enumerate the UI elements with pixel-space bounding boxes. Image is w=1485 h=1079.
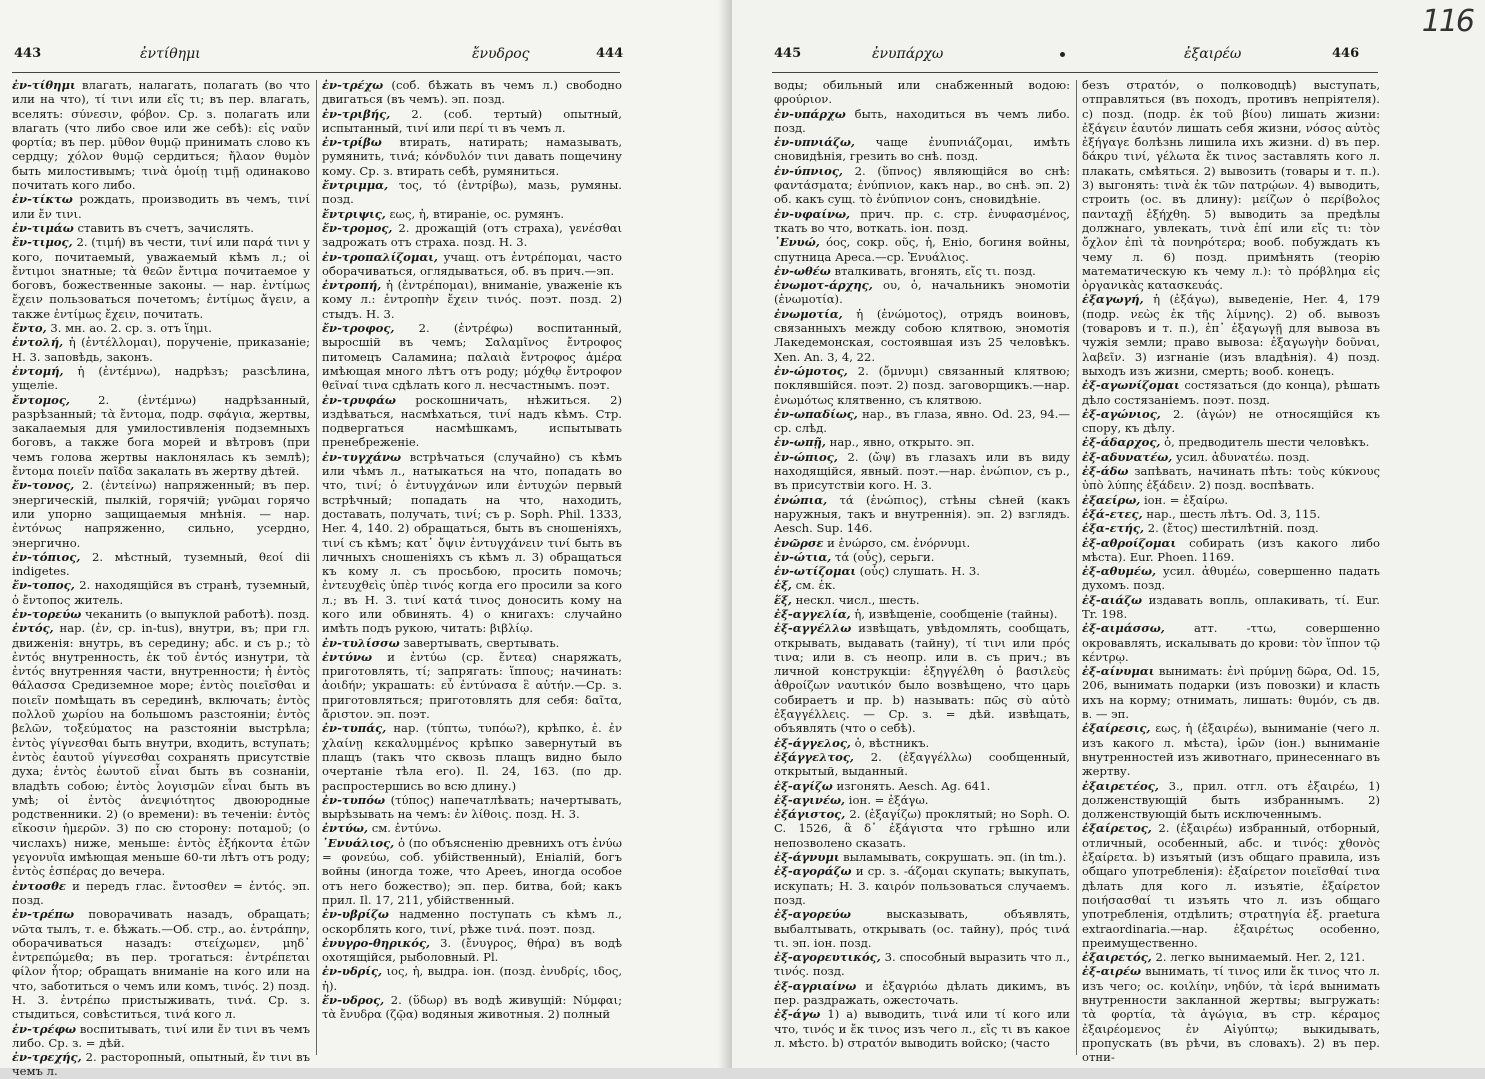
entry-headword: ἐν-τρέχω <box>322 78 384 92</box>
page-number-446: 446 <box>1332 46 1360 61</box>
dictionary-entry <box>322 207 622 221</box>
entry-headword: ἐντροπή, <box>322 278 382 293</box>
entry-headword: ᾿Ενυώ, <box>774 235 820 250</box>
entry-definition: 2. дрожащій (отъ страха), γενέσθαι задрожать отъ страха. позд. Н. 3. <box>322 220 622 250</box>
entry-definition: нар. (ἐν, ср. in-tus), внутри, въ; при гл. движенія: внутрь, въ середину; абс. и съ р.; τὸ ἐντός внутренность, ἐκ τοῦ ἐντός изнутри, τὰ ἐντός внутренняя части, внутренности; ἡ ἐντὸς θάλασσα Средиземное море; ἐντὸς ποιεῖσθαι и ποιεῖν помѣщать въ серединѣ, включать; ἐντὸς πολλοῦ χωρίου на большомъ разстояніи; ἐντὸς βελῶν, τοξεύματος на разстояніи выстрѣла; ἐντὸς γίγνεσθαι быть внутри, входить, вступать; ἐντὸς ἑαυτοῦ γίγνεσθαι сохранять присутствіе духа; ἐντὸς ἑωυτοῦ εἶναι быть въ сознаніи, владѣть собою; ἐντὸς λογισμῶν εἶναι быть въ умѣ; οἱ ἐντὸς ἀνεψιότητος двоюродные родственники. 2) (о времени): въ теченіи: ἐντὸς εἴκοσιν ἡμερῶν. 3) по сю сторону: ποταμοῦ; (о числахъ) ниже, меньше: ἐντὸς ἑξήκοντα ἐτῶν γεγονυῖα имѣющая меньше 60-ти лѣтъ отъ роду; ἐντὸς ἑσπέρας до вечера. <box>12 621 310 879</box>
entry-headword: ἐξ-αγίζω <box>774 778 833 793</box>
entry-definition: атт. -ττω, совершенно окровавлять, искалывать до крови: τὸν ἵππον τῷ κέντρῳ. <box>1082 621 1380 664</box>
entry-definition: (οὖς) слушать. Н. 3. <box>855 564 980 579</box>
entry-definition: 2. (ἐντέμνω) надрѣзанный, разрѣзанный; τὰ ἔντομα, подр. σφάγια, жертвы, закалаемыя для умилостивленія подземныхъ боговъ, а также бога морей и вѣтровъ (при чемъ голова жертвы наклонялась къ землѣ); ἔντομα ποιεῖν παῖδα закалать въ жертву дѣтей. <box>12 392 310 479</box>
entry-headword: ἐνωμοτ-άρχης, <box>774 278 873 293</box>
entry-headword: ἐξ-άδω <box>1082 464 1129 479</box>
dictionary-entry <box>1082 536 1380 565</box>
dictionary-entry <box>774 907 1070 950</box>
dictionary-entry <box>12 1050 310 1079</box>
entry-definition: ἡ (ἐνώμοτος), отрядъ воиновъ, связанныхъ между собою клятвою, эномотія Лакедемонская, состоявшая изъ 25 человѣкъ. Xen. An. 3, 4, 22. <box>774 306 1070 364</box>
dictionary-entry <box>322 321 622 392</box>
dictionary-entry <box>322 178 622 207</box>
entry-headword: ἐν-ώτια, <box>774 549 832 564</box>
dictionary-entry <box>12 907 310 1021</box>
entry-headword: ἐν-υπάρχω <box>774 106 846 121</box>
entry-headword: ἔν-τροφος, <box>322 321 395 336</box>
entry-definition: см. ἐντύνω. <box>368 821 442 836</box>
entry-headword: ἔν-υδρος, <box>322 993 385 1007</box>
entry-definition: τά (ἐνώπιος), стѣны сѣней (какъ наружныя, такъ и внутреннія). эп. 2) взглядъ. Aesch. Sup. 146. <box>774 492 1070 536</box>
dictionary-entry <box>322 836 622 907</box>
entry-headword: ἔν-τοπος, <box>12 578 75 593</box>
dictionary-entry <box>774 593 1070 607</box>
dictionary-entry <box>1082 464 1380 493</box>
entry-definition: и ἐνώρσο, см. ἐνόρνυμι. <box>823 535 971 550</box>
dictionary-entry <box>322 250 622 279</box>
entry-definition: ὁ, предводитель шести человѣкъ. <box>1160 435 1370 450</box>
entry-headword: ἐνώπια, <box>774 492 828 507</box>
entry-definition: издавать вопль, оплакивать, τί. Eur. Tr. 198. <box>1082 592 1380 621</box>
dictionary-entry <box>774 264 1070 278</box>
entry-headword: ἐντός, <box>12 621 54 636</box>
dictionary-entry <box>774 407 1070 436</box>
entry-headword: ἐξαείρω, <box>1082 492 1141 507</box>
dictionary-entry <box>1082 593 1380 622</box>
dictionary-entry <box>774 736 1070 750</box>
entry-headword: ἐνωμοτία, <box>774 306 843 321</box>
dictionary-entry <box>12 393 310 479</box>
entry-headword: ἐξάγιστος, <box>774 807 846 822</box>
dictionary-entry <box>1082 435 1380 449</box>
entry-headword: ἐν-τυπόω <box>322 792 386 807</box>
dictionary-entry <box>1082 621 1380 664</box>
dictionary-entry <box>774 850 1070 864</box>
dictionary-entry <box>322 964 622 993</box>
column-divider <box>316 80 317 1055</box>
entry-headword: ἔν-τονος, <box>12 478 75 493</box>
entry-definition: 2. (соб. тертый) опытный, испытанный, τινί или περί τι въ чемъ л. <box>322 106 622 135</box>
entry-definition: извѣщать, увѣдомлять, сообщать, открывать, выдавать (тайну), τί τινι или πρός τινα; или в. съ неопр. или в. съ прич.; въ личной конструкціи: ἐξηγγέλθη ὁ βασιλεὺς ἀθροίζων ναυτικόν было возвѣщено, что царь собираетъ и пр. b) называть: πῶς σὺ αὐτὸ ἐξαγγέλλεις. — Ср. з. = дѣй. извѣщать, объявлять (что о себѣ). <box>774 621 1070 736</box>
entry-headword: ἐξ-άγνυμι <box>774 850 840 865</box>
entry-definition: τά (οὖς), серьги. <box>831 549 935 564</box>
entry-definition: завертывать, свертывать. <box>399 635 560 650</box>
entry-headword: ἐξ-αιάζω <box>1082 592 1143 607</box>
dictionary-entry <box>1082 564 1380 593</box>
entry-headword: ἐν-τυπάς, <box>322 721 387 736</box>
entry-headword: ἐντοσθε <box>12 878 66 893</box>
entry-definition: 1) a) выводить, τινά или τί кого или что, τινός и ἔκ τινος изъ чего л., εἴς τι въ какое л. мѣсто. b) στρατόν выводить войско; (часто <box>774 1007 1070 1050</box>
page-number-445: 445 <box>774 46 802 61</box>
dictionary-entry <box>322 278 622 321</box>
entry-headword: ἐξ-αιρέω <box>1082 964 1142 979</box>
entry-headword: ἐξ-αγωνίζομαι <box>1082 378 1180 393</box>
entry-headword: ἐξ, <box>774 578 792 593</box>
entry-definition: нар., въ глаза, явно. Od. 23, 94.— ср. слѣд. <box>774 406 1070 436</box>
entry-definition: запѣвать, начинать пѣть: τοὺς κύκνους ὑπὸ λύπης ἐξάδειν. 2) позд. воспѣвать. <box>1082 464 1380 493</box>
entry-headword: ἔν-τιμος, <box>12 235 73 250</box>
entry-headword: ἐξ-αθυμέω, <box>1082 564 1157 579</box>
dictionary-entry <box>1082 721 1380 778</box>
entry-headword: ἐν-ωπῇ, <box>774 435 826 450</box>
entry-definition: состязаться (до конца), рѣшать дѣло состязаніемъ. поэт. позд. <box>1082 378 1380 407</box>
entry-definition: ιος, ἡ, выдра. іон. (позд. ἐνυδρίς, ιδος, ἡ). <box>322 964 622 993</box>
entry-headword: ᾿Ενυάλιος, <box>322 835 395 850</box>
page-number-444: 444 <box>596 46 624 61</box>
entry-definition: 2. (ἐξαιρέω) избранный, отборный, отличный, особенный, абс. и τινός: χθονὸς ἐξαίρετα. b) изъятый (изъ общаго правила, изъ общаго употребленія): ἐξαίρετον ποιεῖσθαί τινα дѣлать для кого л. изъятіе, ἐξαίρετον ποιήσασθαί τι изъять что л. изъ общаго употребленія, отдѣлить; στρατηγία ἐξ. praetura extraordinaria.—нар. ἐξαιρέτως особенно, преимущественно. <box>1082 821 1380 950</box>
entry-headword: ἐξ-αγορευτικός, <box>774 950 881 965</box>
entry-headword: ἐν-υφαίνω, <box>774 206 851 221</box>
entry-definition: ἡ (ἐξάγω), выведеніе, Her. 4, 179 (подр. νεὼς ἐκ τῆς λίμνης). 2) об. вывозъ (товаровъ и т. п.), ἐπ᾽ ἐξαγωγῇ для вывоза въ чужія земли; право вывоза: ἐξαγωγὴν δοῦναι, λαβεῖν. 3) изгнаніе (изъ владѣнія). 4) позд. выходъ изъ жизни, смерть; вооб. конецъ. <box>1082 292 1380 378</box>
dictionary-entry <box>774 607 1070 621</box>
entry-headword: ἐν-ώμοτος, <box>774 363 848 378</box>
dictionary-entry <box>1082 507 1380 521</box>
entry-definition: 3., прил. отгл. отъ ἐξαιρέω, 1) долженствующій быть избраннымъ. 2) долженствующій быть исключеннымъ. <box>1082 778 1380 822</box>
entry-headword: ἐν-τρεχής, <box>12 1050 82 1065</box>
entry-definition: 2. (ἀγών) не относящійся къ спору, къ дѣлу. <box>1082 406 1380 436</box>
guide-word-left: ἐντίθημι <box>140 46 201 62</box>
entry-headword: ἔν-τρομος, <box>322 220 393 235</box>
dictionary-entry <box>774 164 1070 207</box>
entry-definition: вынимать: ἐνὶ πρύμνῃ δῶρα, Od. 15, 206, вынимать подарки (изъ повозки) и класть ихъ на корму; отнимать, лишать: θυμόν, съ дв. в. — эп. <box>1082 664 1380 722</box>
entry-definition: 2. (ἐντρέφω) воспитанный, выросшій въ чемъ; Σαλαμῖνος ἔντροφος питомецъ Саламина; παλαιὰ ἔντροφος ἀμέρα имѣющая много лѣтъ отъ роду; μόχθῳ ἔντροφον θεῖναί τινα сдѣлать кого л. несчастнымъ. поэт. <box>322 321 622 393</box>
entry-definition: усил. ἀδυνατέω. позд. <box>1172 449 1310 464</box>
entry-headword: ἐν-ωπαδίως, <box>774 406 858 421</box>
entry-headword: ἐν-τορεύω <box>12 606 82 621</box>
entry-definition: быть, находиться въ чемъ либо. позд. <box>774 106 1070 135</box>
dictionary-entry <box>322 793 622 822</box>
entry-definition: усил. ἀθυμέω, совершенно падать духомъ. позд. <box>1082 564 1380 593</box>
entry-headword: ἐξ-αγγέλλω <box>774 621 852 636</box>
entry-headword: ἐντύω, <box>322 821 369 836</box>
dictionary-entry <box>774 807 1070 850</box>
dictionary-entry <box>774 750 1070 779</box>
entry-definition: ὁ (по объясненію древнихъ отъ ἐνύω = φονεύω, соб. убійственный), Еніалій, богъ войны (иногда тоже, что Арееъ, иногда особое отъ него божество); эп. пер. битва, бой; какъ прил. Il. 17, 211, убійственный. <box>322 835 622 907</box>
entry-definition: и передъ глас. ἔντοσθεν = ἐντός. эп. позд. <box>12 878 310 907</box>
dictionary-entry <box>774 1007 1070 1050</box>
entry-headword: ἐν-ωτίζομαι <box>774 564 856 579</box>
entry-definition: 2. (τιμή) въ чести, τινί или παρά τινι у кого, почитаемый, уважаемый кѣмъ л.; οἱ ἔντιμοι знатные; τὰ θεῶν ἔντιμα почитаемое у боговъ, божественные законы. — нар. ἐντίμως ἔχειν пользоваться почетомъ; ἐντίμως ἄγειν, а также ἐντίμως ἔχειν, почитать. <box>12 235 310 321</box>
dictionary-entry <box>774 493 1070 536</box>
dictionary-entry <box>1082 950 1380 964</box>
entry-definition: εως, ἡ (ἐξαιρέω), выниманіе (чего л. изъ какого л. мѣста), ἱρῶν (іон.) выниманіе внутренностей изъ животнаго, принесеннаго въ жертву. <box>1082 721 1380 779</box>
entry-headword: ἐν-τίκτω <box>12 192 73 207</box>
dictionary-entry <box>322 936 622 965</box>
dictionary-entry <box>774 235 1070 264</box>
dictionary-entry <box>322 721 622 792</box>
entry-definition: безъ στρατόν, о полководцѣ) выступать, отправляться (въ походъ, противъ непріятеля). c) позд. (подр. ἐκ τοῦ βίου) лишать жизни: ἐξάγειν ἑαυτόν лишать себя жизни, νόσος αὐτὸς ἐξήγαγε болѣзнь лишила ихъ жизни. d) въ пер. δάκρυ τινί, γέλωτα ἔκ τινος заставлять кого л. плакать, смѣяться. 2) вывозить (товары и т. п.). 3) выгонять: τινὰ ἐκ τῶν πατρῴων. 4) выводить, строить (ос. въ длину): μείζων ὁ περίβολος πανταχῇ ἐξήχθη. 5) выводить за предѣлы должнаго, увлекать, τινὰ ἐπί или εἴς τι: τὸν ὄχλον ἐπὶ τὰ πονηρότερα; вооб. побуждать къ чему л. 6) позд. примѣнять (теорію математическую къ чему л.): τὸ πρόβλημα εἰς ὀργανικὰς κατασκευάς. <box>1082 78 1380 293</box>
entry-definition: нар., явно, открыто. эп. <box>825 435 975 450</box>
entry-definition: 3. способный выразить что л., τινός. позд. <box>774 950 1070 979</box>
left-page-header <box>0 46 732 66</box>
dictionary-entry <box>774 307 1070 364</box>
entry-definition: чеканить (о выпуклой работѣ). позд. <box>81 606 310 621</box>
entry-definition: 3. (ἔνυγρος, θήρα) въ водѣ охотящійся, рыболовный. Pl. <box>322 935 622 965</box>
header-rule <box>772 72 1378 73</box>
dictionary-entry <box>322 135 622 178</box>
dictionary-entry <box>1082 450 1380 464</box>
entry-headword: ἐν-τιμάω <box>12 220 74 235</box>
dictionary-entry <box>774 435 1070 449</box>
dictionary-entry <box>12 221 310 235</box>
entry-definition: вталкивать, вгонять, εἴς τι. позд. <box>830 263 1036 278</box>
entry-definition: втирать, натирать; намазывать, румянить, τινά; κόνδυλόν τινι давать пощечину кому. Ср. з. втирать себѣ, румяниться. <box>322 135 622 178</box>
guide-word-right: ἔνυδρος <box>472 46 530 62</box>
dictionary-entry <box>1082 493 1380 507</box>
dictionary-entry <box>322 393 622 450</box>
dictionary-entry <box>1082 821 1380 950</box>
dictionary-entry <box>774 536 1070 550</box>
entry-headword: ἐξ-άγγελος, <box>774 735 851 750</box>
entry-definition: надменно поступать съ кѣмъ л., оскорблять кого, τινί, рѣже τινά. поэт. позд. <box>322 907 622 936</box>
entry-headword: ἐν-τρέπω <box>12 907 74 922</box>
dictionary-entry <box>1082 964 1380 1064</box>
entry-headword: ἐξ-άδαρχος, <box>1082 435 1161 450</box>
entry-headword: ἐνῶρσε <box>774 535 824 550</box>
entry-definition: поворачивать назадъ, обращать; νῶτα тылъ, т. е. бѣжать.—Об. стр., ао. ἐντράπην, оборачиваться назадъ: στείχωμεν, μηδ᾽ ἐντρεπώμεθα; въ пер. трогаться: ἐντρέπεται φίλον ἦτορ; обращать вниманіе на кого или на что, заботиться о чемъ или комъ, τινός. 2) позд. Н. 3. ἐντρέπω пристыживать, τινά. Ср. з. стыдиться, совѣститься, τινά кого л. <box>12 907 310 1022</box>
entry-headword: ἐξαγωγή, <box>1082 292 1144 307</box>
page-number-443: 443 <box>14 46 42 61</box>
entry-definition: 2. (ὤψ) въ глазахъ или въ виду находящійся, явный. поэт.—нар. ἐνώπιον, съ р., въ присутствіи кого. Н. 3. <box>774 449 1070 493</box>
dictionary-entry <box>774 979 1070 1008</box>
entry-definition: см. ἐκ. <box>791 578 836 593</box>
entry-headword: ἐν-τρέφω <box>12 1021 76 1036</box>
entry-definition: вынимать, τί τινος или ἔκ τινος что л. изъ чего; ос. κοιλίην, νηδύν, τὰ ἱερά вынимать внутренности закланной жертвы; выгружать: τὰ φορτία, τὰ ἀγώγια, въ стр. κέραμος ἐξαιρέομενος ἐν Αἰγύπτῳ; выкидывать, пропускать (въ рѣчи, въ словахъ). 2) въ пер. отни- <box>1082 964 1380 1065</box>
dictionary-entry <box>1082 292 1380 378</box>
entry-definition: (соб. бѣжать въ чемъ л.) свободно двигаться (въ чемъ). эп. позд. <box>322 78 622 107</box>
dictionary-entry <box>322 221 622 250</box>
entry-headword: ἐν-τίθημι <box>12 78 76 92</box>
dictionary-entry <box>774 793 1070 807</box>
entry-definition: 2. (ὄμνυμι) связанный клятвою; поклявшійся. поэт. 2) позд. заговорщикъ.—нар. ἐνωμότως клятвенно, съ клятвою. <box>774 363 1070 407</box>
dictionary-entry <box>1082 78 1380 292</box>
column-divider <box>1076 80 1077 1055</box>
entry-definition: όος, сокр. οῦς, ἡ, Еніо, богиня войны, спутница Ареса.—ср. Ἐνυάλιος. <box>774 235 1070 264</box>
right-page-column-1 <box>774 78 1070 1063</box>
entry-definition: іон. = ἐξάγω. <box>845 792 929 807</box>
entry-definition: (τύπος) напечатлѣвать; начертывать, вырѣзывать на чемъ: ἐν λίθοις. позд. Н. 3. <box>322 792 622 822</box>
entry-headword: ἐν-υπνιάζω, <box>774 135 855 150</box>
dictionary-entry <box>12 192 310 221</box>
dictionary-entry <box>1082 407 1380 436</box>
dictionary-entry <box>774 278 1070 307</box>
dictionary-entry <box>12 235 310 321</box>
entry-headword: ἐντολή, <box>12 335 64 350</box>
dictionary-entry <box>774 621 1070 735</box>
entry-headword: ἐν-υβρίζω <box>322 907 389 922</box>
left-page <box>0 0 732 1079</box>
dictionary-entry <box>1082 378 1380 407</box>
entry-headword: ἐν-τρίβω <box>322 135 382 150</box>
entry-headword: ἐξ-αδυνατέω, <box>1082 449 1173 464</box>
entry-headword: ἐξ-αγριαίνω <box>774 978 857 993</box>
entry-headword: ἐν-ωθέω <box>774 263 831 278</box>
dictionary-entry <box>774 450 1070 493</box>
entry-definition: изгонять. Aesch. Ag. 641. <box>832 778 991 793</box>
dictionary-entry <box>322 78 622 107</box>
entry-definition: ἡ (ἐντέλλομαι), порученіе, приказаніе; Н. 3. заповѣдь, законъ. <box>12 335 310 364</box>
dictionary-entry <box>12 478 310 549</box>
entry-definition: 2. (ἔτος) шестилѣтній. позд. <box>1144 521 1319 536</box>
entry-definition: нескл. числ., шесть. <box>791 592 920 607</box>
entry-definition: 2. мѣстный, туземный, θεοί dii indigetes. <box>12 549 310 579</box>
dictionary-entry <box>12 1022 310 1051</box>
dictionary-entry <box>12 578 310 607</box>
entry-definition: воды; обильный или снабженный водою: φρούριον. <box>774 78 1070 107</box>
dictionary-entry <box>12 321 310 335</box>
entry-headword: ἐν-τρυφάω <box>322 392 396 407</box>
dictionary-entry <box>1082 521 1380 535</box>
entry-definition: ου, ὁ, начальникъ эномотіи (ἐνωμοτία). <box>774 278 1070 307</box>
dictionary-entry <box>12 335 310 364</box>
entry-definition: нар., шесть лѣтъ. Od. 3, 115. <box>1142 506 1321 521</box>
entry-headword: ἐξ-αγορεύω <box>774 907 851 922</box>
guide-word-left: ἐνυπάρχω <box>872 46 944 62</box>
entry-headword: ἑξά-ετες, <box>1082 506 1143 521</box>
right-page-column-2 <box>1082 78 1380 1063</box>
entry-headword: ἐξ-αγοράζω <box>774 864 852 879</box>
dictionary-entry <box>774 578 1070 592</box>
entry-definition: собирать (изъ какого либо мѣста). Eur. Phoen. 1169. <box>1082 535 1380 564</box>
entry-headword: ἐξ-αίνυμαι <box>1082 664 1155 679</box>
entry-definition: и ἐντύω (ср. ἔντεα) снаряжать, приготовлять, τί; запрягать: ἵππους; начинать: ἀοιδήν; украшать: εὖ ἐντύνασα ἓ αὐτήν.—Ср. з. приготовляться; приготовлять для себя: δαῖτα, ἄριστον. эп. поэт. <box>322 649 622 722</box>
entry-definition: выламывать, сокрушать. эп. (in tm.). <box>839 850 1067 865</box>
dictionary-entry <box>322 107 622 136</box>
ink-dot <box>1060 52 1065 57</box>
entry-definition: 2. легко вынимаемый. Her. 2, 121. <box>1151 950 1366 965</box>
dictionary-entry <box>774 135 1070 164</box>
dictionary-entry <box>774 550 1070 564</box>
entry-headword: ἐξαίρεσις, <box>1082 721 1151 736</box>
entry-definition: 3. мн. ао. 2. ср. з. отъ ἵημι. <box>46 321 212 336</box>
entry-definition: 2. (ἐντείνω) напряженный; въ пер. энергическій, пылкій, горячій; γνῶμαι горячо или упорно защищаемыя мнѣнія. — нар. ἐντόνως напряженно, сильно, усердно, энергично. <box>12 478 310 550</box>
entry-definition: и ср. з. -άζομαι скупать; выкупать, искупать; Н. 3. καιρόν пользоваться случаемъ. позд. <box>774 864 1070 907</box>
dictionary-entry <box>12 550 310 579</box>
entry-definition: чаще ἐνυπνιάζομαι, имѣть сновидѣнія, грезить во снѣ. позд. <box>774 135 1070 164</box>
entry-headword: ἐντύνω <box>322 649 373 664</box>
entry-headword: ἐξαίρετος, <box>1082 821 1152 836</box>
guide-word-right: ἐξαιρέω <box>1184 46 1242 62</box>
dictionary-entry <box>322 907 622 936</box>
entry-headword: ἐν-τυλίσσω <box>322 635 400 650</box>
dictionary-entry <box>774 779 1070 793</box>
entry-headword: ἐν-τυγχάνω <box>322 449 402 464</box>
entry-headword: ἔντο, <box>12 321 47 336</box>
entry-definition: встрѣчаться (случайно) съ кѣмъ или чѣмъ л., натыкаться на что, попадать во что, τινί; ὁ ἐντυγχάνων или ἐντυχών первый встрѣчный; попадать на что, находить, доставать, получать, τινί; съ р. Soph. Phil. 1333, Her. 4, 140. 2) обращаться, быть въ сношеніяхъ, τινί съ кѣмъ; κατ᾽ ὄψιν ἐντυγχάνειν τινί быть въ личныхъ сношеніяхъ съ кѣмъ л. 3) обращаться къ кому л. съ просьбою, просить помочь; ἐντευχθεὶς ὑπὲρ τινός когда его просили за кого л.; въ Н. 3. τινί κατά τινος доносить кому на кого или обвинять. 4) о книгахъ: случайно имѣть подъ рукою, читать: βιβλίῳ. <box>322 449 622 636</box>
entry-headword: ἐξ-αιμάσσω, <box>1082 621 1165 636</box>
entry-definition: влагать, налагать, полагать (во что или на что), τί τινι или εἴς τι; въ пер. влагать, вселять: σύνεσιν, φόβον. Ср. з. полагать или влагать (что либо свое или же себѣ): εἰς ναῦν φορτία; въ пер. μῦθον θυμῷ принимать слово къ сердцу; χόλον θυμῷ сердиться; ἤλαον θυμὸν быть милостивымъ; τινὰ ὁμοίῃ τιμῇ одинаково почитать кого либо. <box>12 78 310 193</box>
dictionary-entry <box>774 864 1070 907</box>
dictionary-entry <box>774 78 1070 107</box>
dictionary-entry <box>774 564 1070 578</box>
dictionary-entry <box>12 78 310 192</box>
entry-definition: воспитывать, τινί или ἔν τινι въ чемъ либо. Ср. з. = дѣй. <box>12 1021 310 1050</box>
entry-definition: учащ. отъ ἐντρέπομαι, часто оборачиваться, оглядываться, об. въ прич.—эп. <box>322 249 622 278</box>
entry-definition: іон. = ἐξαίρω. <box>1140 492 1229 507</box>
left-page-column-2 <box>322 78 622 1063</box>
entry-definition: высказывать, объявлять, выбалтывать, открывать (ос. тайну), πρός τινά τι. эп. іон. позд. <box>774 907 1070 950</box>
dictionary-entry <box>774 207 1070 236</box>
right-page <box>732 0 1485 1068</box>
entry-headword: ἐξαιρετέος, <box>1082 778 1159 793</box>
entry-definition: ставить въ счетъ, зачислять. <box>73 220 254 235</box>
entry-headword: ἐν-τριβής, <box>322 106 391 121</box>
right-page-header <box>732 46 1485 66</box>
dictionary-entry <box>1082 664 1380 721</box>
dictionary-entry <box>774 107 1070 136</box>
entry-definition: прич. пр. с. стр. ἐνυφασμένος, ткать во что, воткать. іон. позд. <box>774 206 1070 235</box>
entry-definition: 2. (ἐξαγίζω) проклятый; но Soph. O. C. 1526, ἃ δ᾽ ἐξάγιστα что грѣшно или непозволено сказать. <box>774 807 1070 850</box>
entry-definition: 2. (ὕδωρ) въ водѣ живущій: Νύμφαι; τὰ ἔνυδρα (ζῷα) водяныя животныя. 2) полный <box>322 993 622 1022</box>
entry-definition: 2. (ἐξαγγέλλω) сообщенный, открытый, выданный. <box>774 749 1070 779</box>
entry-definition: 2. находящійся въ странѣ, туземный, ὁ ἔντοπος житель. <box>12 578 310 607</box>
dictionary-entry <box>12 364 310 393</box>
entry-headword: ἐντομή, <box>12 363 64 378</box>
entry-headword: ἔντομος, <box>12 392 70 407</box>
header-rule <box>12 72 620 73</box>
entry-headword: ἐν-τροπαλίζομαι, <box>322 249 438 264</box>
entry-headword: ἕξ, <box>774 592 792 607</box>
entry-headword: ἐξ-αθροίζομαι <box>1082 535 1177 550</box>
dictionary-entry <box>1082 779 1380 822</box>
entry-definition: рождать, производить въ чемъ, τινί или ἔν τινι. <box>12 192 310 221</box>
entry-headword: ἐξ-αγινέω, <box>774 792 846 807</box>
entry-definition: и ἐξαγριόω дѣлать дикимъ, въ пер. раздражать, ожесточать. <box>774 978 1070 1007</box>
entry-headword: ἐν-ώπιος, <box>774 449 838 464</box>
entry-definition: 2. расторопный, опытный, ἔν τινι въ чемъ л. <box>12 1050 310 1079</box>
entry-definition: роскошничать, нѣжиться. 2) издѣваться, насмѣхаться, τινί надъ кѣмъ. Стр. подвергаться насмѣшкамъ, испытывать пренебреженіе. <box>322 392 622 450</box>
entry-headword: ἐνυγρο-θηρικός, <box>322 935 431 950</box>
entry-definition: ἡ, извѣщеніе, сообщеніе (тайны). <box>850 606 1058 621</box>
dictionary-entry <box>322 821 622 835</box>
entry-headword: ἔντριψις, <box>322 206 386 221</box>
entry-definition: ἡ (ἐντρέπομαι), вниманіе, уваженіе къ кому л.: ἐντροπὴν ἔχειν τινός. поэт. позд. 2) стыдъ. Н. 3. <box>322 278 622 321</box>
entry-definition: нар. (τύπτω, τυπόω?), крѣпко, ἐ. ἐν χλαίνῃ κεκαλυμμένος крѣпко завернутый въ плащъ (такъ что сквозь плащъ видно было очертаніе тѣла его). Il. 24, 163. (по др. распростершись во всю длину.) <box>322 721 622 793</box>
entry-headword: ἔντριμμα, <box>322 178 389 193</box>
entry-definition: 2. (ὕπνος) являющійся во снѣ: φαντάσματα; ἐνύπνιον, какъ нар., во снѣ. эп. 2) об. какъ сущ. τὸ ἐνύπνιον сонъ, сновидѣніе. <box>774 163 1070 207</box>
dictionary-entry <box>774 950 1070 979</box>
entry-definition: εως, ἡ, втираніе, ос. румянъ. <box>385 206 565 221</box>
dictionary-entry <box>12 607 310 621</box>
entry-headword: ἐξ-άγω <box>774 1007 821 1022</box>
entry-headword: ἐν-τόπιος, <box>12 549 81 564</box>
dictionary-entry <box>774 364 1070 407</box>
dictionary-entry <box>322 993 622 1022</box>
dictionary-entry <box>12 621 310 878</box>
entry-headword: ἐξ-αγγελία, <box>774 606 851 621</box>
entry-headword: ἐξαιρετός, <box>1082 950 1152 965</box>
dictionary-entry <box>322 450 622 636</box>
dictionary-entry <box>322 650 622 721</box>
dictionary-entry <box>12 879 310 908</box>
entry-headword: ἐξάγγελτος, <box>774 749 854 764</box>
entry-definition: ἡ (ἐντέμνω), надрѣзъ; разсѣлина, ущеліе. <box>12 363 310 393</box>
entry-headword: ἐξ-αγώνιος, <box>1082 406 1161 421</box>
entry-definition: ὁ, вѣстникъ. <box>850 735 930 750</box>
left-page-column-1 <box>12 78 310 1079</box>
handwritten-page-number: 116 <box>1421 4 1473 39</box>
entry-headword: ἐν-ύπνιος, <box>774 163 843 178</box>
entry-headword: ἑξα-ετής, <box>1082 521 1145 536</box>
entry-definition: τος, τό (ἐντρίβω), мазь, румяны. позд. <box>322 178 622 207</box>
dictionary-entry <box>322 636 622 650</box>
entry-headword: ἐν-υδρίς, <box>322 964 383 979</box>
